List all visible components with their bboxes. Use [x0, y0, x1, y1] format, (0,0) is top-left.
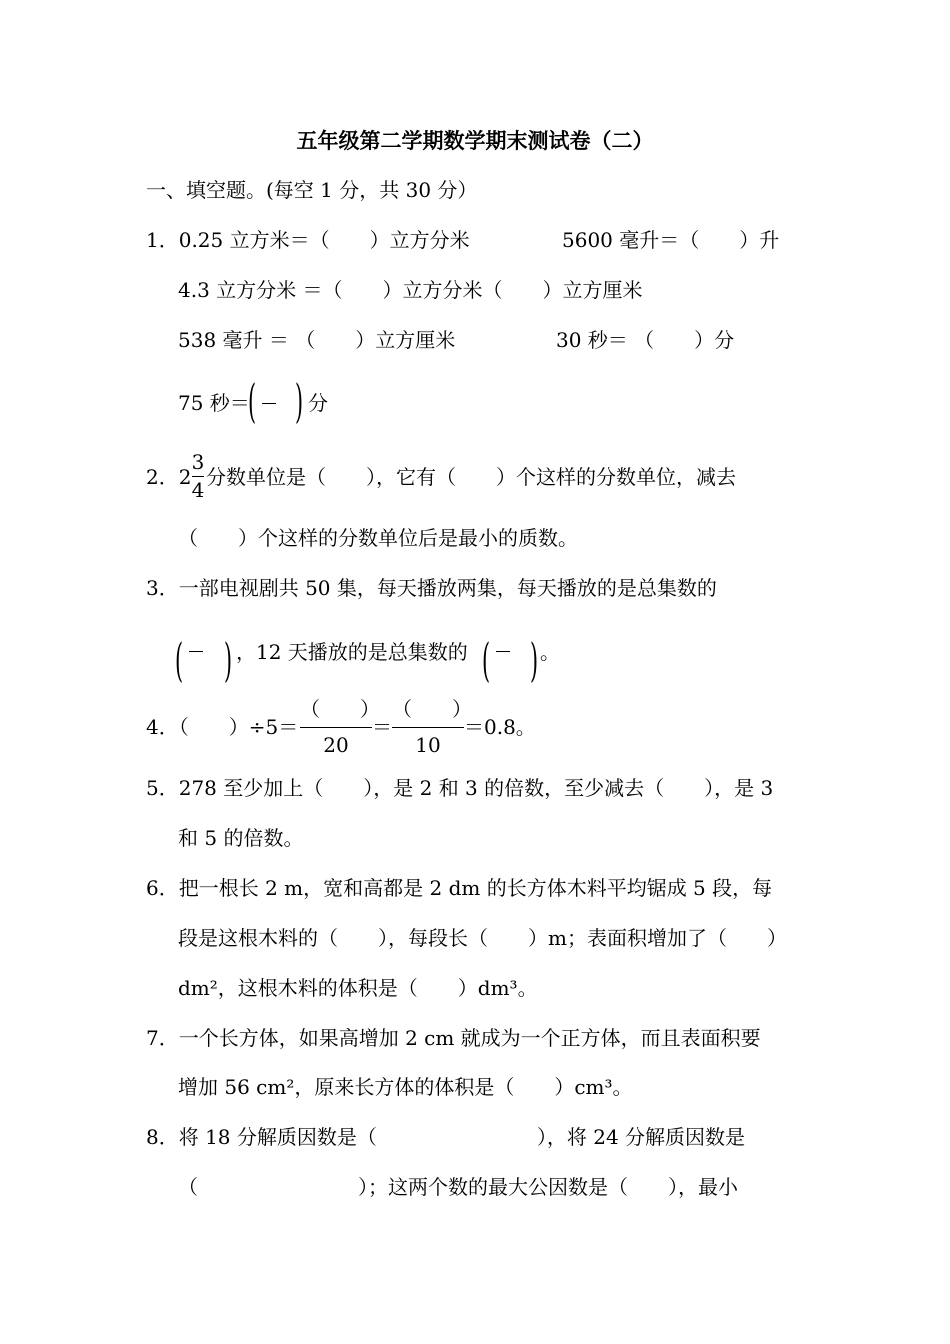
q1-row4-unit: 分 — [308, 391, 328, 415]
q4-tail: ＝0.8。 — [464, 715, 536, 739]
q4-fraction2-numerator: （ ） — [392, 697, 472, 721]
fraction-bar — [496, 651, 510, 652]
fraction-bar — [189, 651, 203, 652]
q1-row3-left: 538 毫升 ＝ （ ）立方厘米 — [178, 328, 456, 352]
q2-prefix: 2．2 — [146, 465, 192, 489]
q5-line2: 和 5 的倍数。 — [178, 826, 304, 850]
q6-line3: dm²，这根木料的体积是（ ）dm³。 — [178, 976, 538, 1000]
q1-row1-left: 1．0.25 立方米＝（ ）立方分米 — [146, 228, 470, 252]
q3-line1: 3．一部电视剧共 50 集，每天播放两集，每天播放的是总集数的 — [146, 576, 717, 600]
q2-fraction-denominator: 4 — [191, 478, 205, 502]
page-title: 五年级第二学期数学期末测试卷（二） — [296, 128, 654, 153]
q1-row3-right: 30 秒＝ （ ）分 — [556, 328, 735, 352]
q1-row1-right: 5600 毫升＝（ ）升 — [562, 228, 780, 252]
paren-open: ( — [482, 633, 491, 687]
q7-line2: 增加 56 cm²，原来长方体的体积是（ ）cm³。 — [178, 1075, 633, 1099]
section-heading: 一、填空题。(每空 1 分，共 30 分） — [146, 178, 478, 202]
q5-line1: 5．278 至少加上（ ），是 2 和 3 的倍数，至少减去（ ），是 3 — [146, 776, 774, 800]
paren-open: ( — [175, 633, 184, 687]
q4-equals: ＝ — [372, 715, 392, 739]
q4-prefix: 4．（ ）÷5＝ — [146, 715, 299, 739]
paren-close: ) — [295, 374, 304, 428]
q3-mid: ，12 天播放的是总集数的 — [236, 640, 468, 664]
q6-line2: 段是这根木料的（ ），每段长（ ）m；表面积增加了（ ） — [178, 926, 787, 950]
q2-line2: （ ）个这样的分数单位后是最小的质数。 — [178, 526, 578, 550]
paren-close: ) — [224, 633, 233, 687]
paren-open: ( — [248, 374, 257, 428]
q4-fraction1-bar — [300, 727, 372, 728]
q2-fraction-bar — [192, 476, 204, 477]
q1-row4-label: 75 秒＝ — [178, 391, 250, 415]
q2-fraction-numerator: 3 — [191, 450, 205, 474]
q2-text: 分数单位是（ ），它有（ ）个这样的分数单位，减去 — [206, 465, 736, 489]
q6-line1: 6．把一根长 2 m，宽和高都是 2 dm 的长方体木料平均锯成 5 段，每 — [146, 876, 773, 900]
fraction-bar — [262, 403, 276, 404]
q4-fraction2-denominator: 10 — [415, 733, 441, 757]
q4-fraction1-numerator: （ ） — [300, 697, 380, 721]
q7-line1: 7．一个长方体，如果高增加 2 cm 就成为一个正方体，而且表面积要 — [146, 1026, 761, 1050]
q1-row2: 4.3 立方分米 ＝（ ）立方分米（ ）立方厘米 — [178, 278, 643, 302]
q3-end: 。 — [540, 640, 560, 664]
q4-fraction1-denominator: 20 — [323, 733, 349, 757]
paren-close: ) — [530, 633, 539, 687]
q8-line2: （ ）；这两个数的最大公因数是（ ），最小 — [178, 1175, 738, 1199]
q4-fraction2-bar — [392, 727, 464, 728]
q8-line1: 8．将 18 分解质因数是（ ），将 24 分解质因数是 — [146, 1125, 746, 1149]
